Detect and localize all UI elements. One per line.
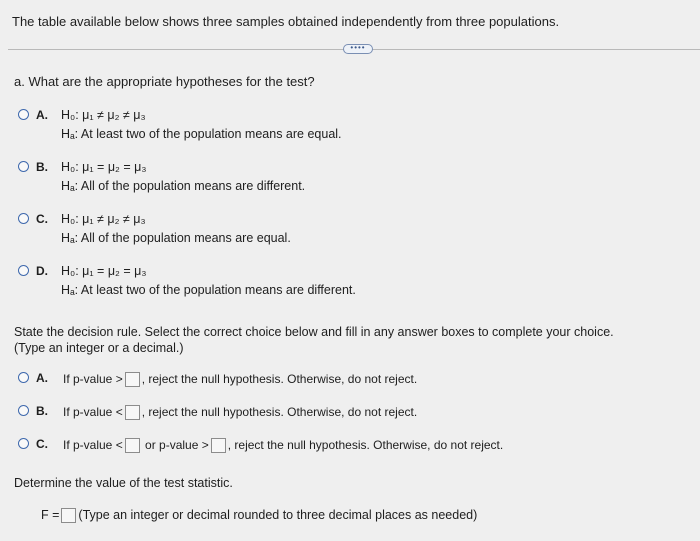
alternative-hypothesis: Hₐ: At least two of the population means are different. [61,283,356,297]
null-hypothesis: H₀: μ₁ = μ₂ = μ₃ [61,160,147,174]
option-letter: B. [36,404,48,418]
expand-more-button[interactable]: •••• [343,44,373,54]
answer-box[interactable] [125,405,140,420]
radio-button[interactable] [18,438,29,449]
question-a-title: a. What are the appropriate hypotheses for the test? [14,74,315,89]
answer-box-upper[interactable] [211,438,226,453]
radio-button[interactable] [18,109,29,120]
decision-rule-prompt [14,324,614,356]
radio-button[interactable] [18,372,29,383]
alternative-hypothesis: Hₐ: All of the population means are equal. [61,231,291,245]
option-letter: B. [36,160,48,174]
rule-suffix: , reject the null hypothesis. Otherwise, do not reject. [141,372,418,386]
decision-rule-note: (Type an integer or a decimal.) [14,341,184,355]
radio-button[interactable] [18,213,29,224]
statistic-prompt: Determine the value of the test statistic. [14,476,233,490]
radio-button[interactable] [18,405,29,416]
f-hint: (Type an integer or decimal rounded to three decimal places as needed) [78,508,478,522]
radio-button[interactable] [18,161,29,172]
rule-prefix: If p-value < [63,405,123,419]
option-letter: C. [36,212,48,226]
intro-text: The table available below shows three samples obtained independently from three populations. [12,14,560,29]
f-answer-box[interactable] [61,508,76,523]
alternative-hypothesis: Hₐ: At least two of the population means are equal. [61,127,342,141]
answer-box[interactable] [125,372,140,387]
rule-prefix: If p-value > [63,372,123,386]
null-hypothesis: H₀: μ₁ ≠ μ₂ ≠ μ₃ [61,108,146,122]
answer-box-lower[interactable] [125,438,140,453]
null-hypothesis: H₀: μ₁ = μ₂ = μ₃ [61,264,147,278]
alternative-hypothesis: Hₐ: All of the population means are different. [61,179,306,193]
rule-prefix: If p-value < [63,438,123,452]
f-statistic-row [41,508,477,523]
rule-suffix: , reject the null hypothesis. Otherwise, do not reject. [141,405,418,419]
f-label: F = [41,508,60,522]
rule-suffix: , reject the null hypothesis. Otherwise, do not reject. [227,438,504,452]
null-hypothesis: H₀: μ₁ ≠ μ₂ ≠ μ₃ [61,212,146,226]
radio-button[interactable] [18,265,29,276]
option-letter: C. [36,437,48,451]
option-letter: A. [36,371,48,385]
option-letter: A. [36,108,48,122]
option-letter: D. [36,264,48,278]
decision-rule-line: State the decision rule. Select the correct choice below and fill in any answer boxes to complete your choice. [14,325,614,339]
rule-middle: or p-value > [145,438,209,452]
